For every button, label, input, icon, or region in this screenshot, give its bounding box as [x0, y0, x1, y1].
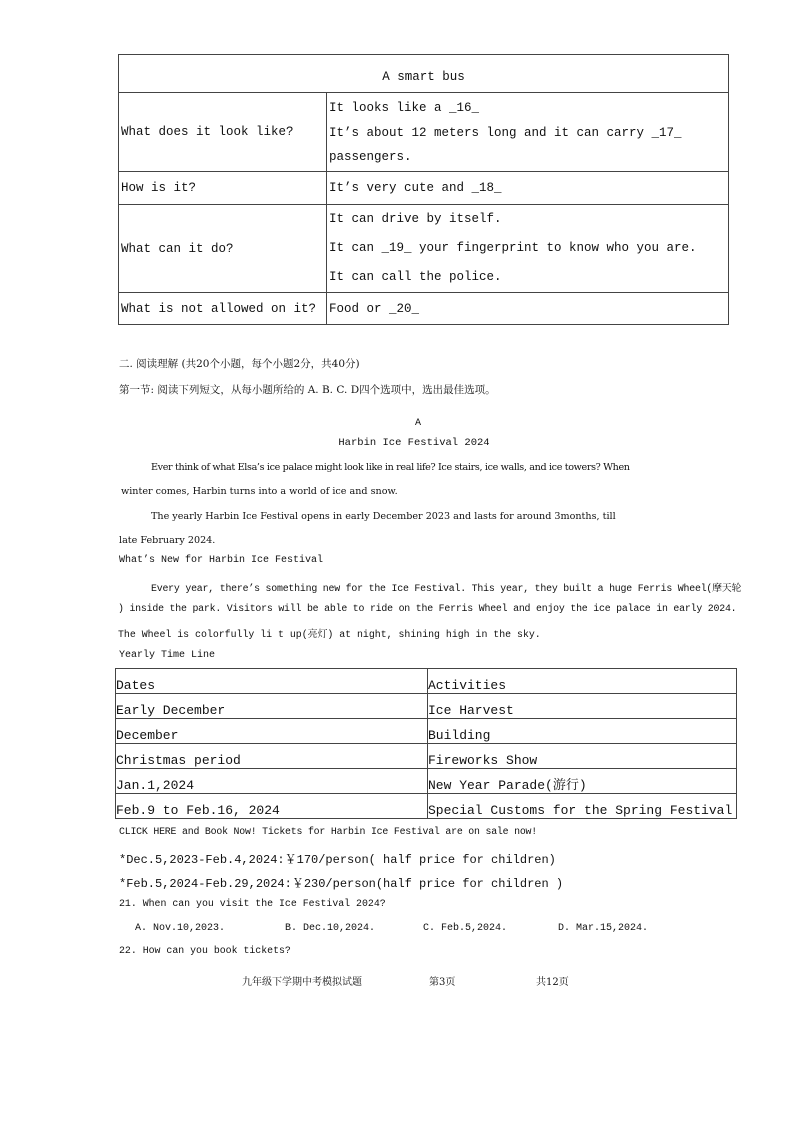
activity-cell: Fireworks Show — [428, 744, 737, 769]
paragraph-line: Every year, there’s something new for the Ice Festival. This year, they built a huge Ferris Wheel(摩天轮 — [151, 583, 742, 594]
header-cell: Dates — [116, 669, 428, 694]
table-row — [116, 719, 737, 744]
passage-title: Harbin Ice Festival 2024 — [338, 437, 490, 449]
answer-line: It’s very cute and _18_ — [329, 181, 502, 195]
answer-line: passengers. — [329, 150, 412, 164]
answer-line: It’s about 12 meters long and it can carry _17_ — [329, 126, 682, 140]
table-row — [119, 93, 729, 172]
activity-cell: New Year Parade(游行) — [428, 769, 737, 794]
footer-title: 九年级下学期中考模拟试题 — [242, 977, 362, 988]
ticket-price: *Dec.5,2023-Feb.4,2024:￥170/person( half price for children) — [119, 853, 556, 867]
section-instruction: 第一节: 阅读下列短文，从每小题所给的 A. B. C. D四个选项中，选出最佳选项。 — [119, 384, 496, 396]
paragraph-line: The Wheel is colorfully li t up(亮灯) at night, shining high in the sky. — [118, 629, 541, 640]
date-cell: Jan.1,2024 — [116, 769, 428, 794]
answer-cell — [327, 172, 729, 205]
question-cell: How is it? — [119, 172, 327, 205]
question-cell: What is not allowed on it? — [119, 293, 327, 325]
table-row — [116, 769, 737, 794]
activity-cell: Ice Harvest — [428, 694, 737, 719]
answer-line: It can call the police. — [329, 270, 502, 284]
date-cell: Christmas period — [116, 744, 428, 769]
passage-letter: A — [415, 418, 422, 429]
question-text: 21. When can you visit the Ice Festival 2024? — [119, 898, 386, 909]
date-cell: Early December — [116, 694, 428, 719]
option-a: A. Nov.10,2023. — [135, 923, 226, 934]
paragraph-line: The yearly Harbin Ice Festival opens in early December 2023 and lasts for around 3months, till — [151, 511, 616, 522]
footer-page: 第3页 — [429, 977, 456, 988]
date-cell: Feb.9 to Feb.16, 2024 — [116, 794, 428, 819]
answer-line: It can drive by itself. — [329, 212, 502, 226]
table-row — [116, 694, 737, 719]
header-cell: Activities — [428, 669, 737, 694]
option-c: C. Feb.5,2024. — [423, 923, 508, 934]
paragraph-line: winter comes, Harbin turns into a world of ice and snow. — [121, 486, 398, 497]
subheading: What’s New for Harbin Ice Festival — [119, 555, 324, 566]
smart-bus-title: A smart bus — [119, 55, 729, 93]
footer-total: 共12页 — [536, 977, 569, 988]
answer-cell — [327, 293, 729, 325]
paragraph-line: late February 2024. — [119, 535, 216, 546]
ticket-cta: CLICK HERE and Book Now! Tickets for Harbin Ice Festival are on sale now! — [119, 826, 537, 837]
question-cell: What does it look like? — [119, 93, 327, 172]
question-text: 22. How can you book tickets? — [119, 945, 291, 956]
option-d: D. Mar.15,2024. — [558, 923, 649, 934]
table-row — [119, 172, 729, 205]
table-row — [116, 669, 737, 694]
answer-line: It can _19_ your fingerprint to know who you are. — [329, 241, 697, 255]
option-b: B. Dec.10,2024. — [285, 923, 376, 934]
smart-bus-table — [118, 54, 729, 325]
answer-line: It looks like a _16_ — [329, 101, 480, 115]
activity-cell: Building — [428, 719, 737, 744]
table-row — [119, 205, 729, 293]
timeline-heading: Yearly Time Line — [119, 650, 216, 661]
section-heading: 二. 阅读理解 (共20个小题，每个小题2分，共40分) — [119, 358, 360, 370]
paragraph-line: Ever think of what Elsa’s ice palace might look like in real life? Ice stairs, ice walls, and ice towers? When — [151, 462, 630, 473]
table-row — [116, 794, 737, 819]
date-cell: December — [116, 719, 428, 744]
ticket-price: *Feb.5,2024-Feb.29,2024:￥230/person(half price for children ) — [119, 877, 564, 891]
table-row — [119, 55, 729, 93]
table-row — [116, 744, 737, 769]
answer-line: Food or _20_ — [329, 301, 420, 316]
paragraph-line: ) inside the park. Visitors will be able to ride on the Ferris Wheel and enjoy the ice palace in early 2024. — [118, 603, 737, 614]
activity-cell: Special Customs for the Spring Festival — [428, 794, 737, 819]
answer-cell — [327, 93, 729, 172]
question-cell: What can it do? — [119, 205, 327, 293]
timeline-table — [115, 668, 737, 819]
table-row — [119, 293, 729, 325]
answer-cell — [327, 205, 729, 293]
